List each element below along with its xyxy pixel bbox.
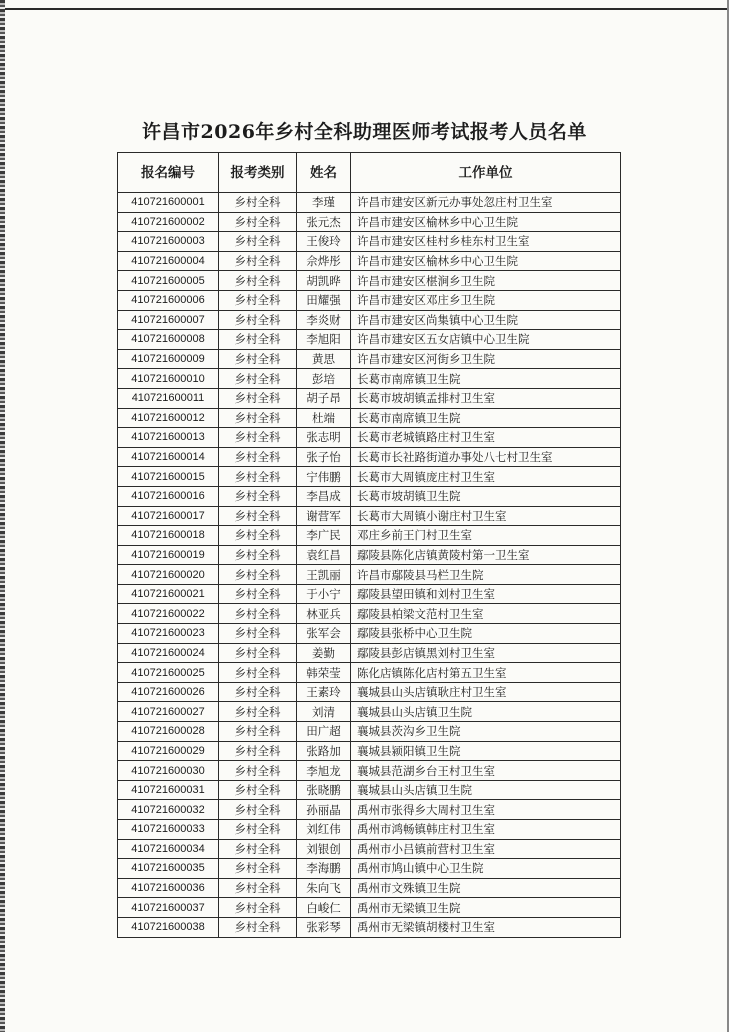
workplace-cell: 禹州市鸠山镇中心卫生院 <box>351 859 621 879</box>
category-cell: 乡村全科 <box>219 878 297 898</box>
workplace-cell: 许昌市建安区河街乡卫生院 <box>351 349 621 369</box>
table-row <box>118 271 621 291</box>
table-row <box>118 584 621 604</box>
reg-no-cell: 410721600011 <box>118 388 219 408</box>
category-cell: 乡村全科 <box>219 232 297 252</box>
table-row <box>118 722 621 742</box>
name-cell: 黄思 <box>297 349 351 369</box>
name-cell: 袁红昌 <box>297 545 351 565</box>
reg-no-cell: 410721600027 <box>118 702 219 722</box>
name-cell: 彭培 <box>297 369 351 389</box>
category-cell: 乡村全科 <box>219 408 297 428</box>
reg-no-cell: 410721600029 <box>118 741 219 761</box>
name-cell: 刘银创 <box>297 839 351 859</box>
workplace-cell: 许昌市建安区新元办事处忽庄村卫生室 <box>351 193 621 213</box>
name-cell: 于小宁 <box>297 584 351 604</box>
workplace-cell: 禹州市文殊镇卫生院 <box>351 878 621 898</box>
header-reg-no: 报名编号 <box>118 153 219 193</box>
table-row <box>118 310 621 330</box>
category-cell: 乡村全科 <box>219 643 297 663</box>
table-header-row <box>118 153 621 193</box>
category-cell: 乡村全科 <box>219 859 297 879</box>
table-row <box>118 565 621 585</box>
name-cell: 张晓鹏 <box>297 780 351 800</box>
name-cell: 白峻仁 <box>297 898 351 918</box>
reg-no-cell: 410721600024 <box>118 643 219 663</box>
name-cell: 张子怡 <box>297 447 351 467</box>
name-cell: 王素玲 <box>297 682 351 702</box>
reg-no-cell: 410721600035 <box>118 859 219 879</box>
reg-no-cell: 410721600018 <box>118 526 219 546</box>
workplace-cell: 鄢陵县彭店镇黑刘村卫生室 <box>351 643 621 663</box>
table-row <box>118 663 621 683</box>
reg-no-cell: 410721600006 <box>118 290 219 310</box>
reg-no-cell: 410721600019 <box>118 545 219 565</box>
name-cell: 胡凯晔 <box>297 271 351 291</box>
reg-no-cell: 410721600032 <box>118 800 219 820</box>
category-cell: 乡村全科 <box>219 820 297 840</box>
table-row <box>118 290 621 310</box>
table-row <box>118 486 621 506</box>
reg-no-cell: 410721600017 <box>118 506 219 526</box>
name-cell: 林亚兵 <box>297 604 351 624</box>
name-cell: 王俊玲 <box>297 232 351 252</box>
workplace-cell: 襄城县颍阳镇卫生院 <box>351 741 621 761</box>
name-cell: 田广超 <box>297 722 351 742</box>
reg-no-cell: 410721600007 <box>118 310 219 330</box>
table-row <box>118 212 621 232</box>
table-row <box>118 526 621 546</box>
reg-no-cell: 410721600008 <box>118 330 219 350</box>
workplace-cell: 襄城县山头店镇卫生院 <box>351 702 621 722</box>
table-row <box>118 682 621 702</box>
name-cell: 刘清 <box>297 702 351 722</box>
table-row <box>118 839 621 859</box>
table-row <box>118 349 621 369</box>
reg-no-cell: 410721600005 <box>118 271 219 291</box>
workplace-cell: 长葛市南席镇卫生院 <box>351 408 621 428</box>
header-category: 报考类别 <box>219 153 297 193</box>
scan-top-edge <box>0 8 729 10</box>
name-cell: 李旭龙 <box>297 761 351 781</box>
category-cell: 乡村全科 <box>219 898 297 918</box>
category-cell: 乡村全科 <box>219 506 297 526</box>
category-cell: 乡村全科 <box>219 780 297 800</box>
name-cell: 刘红伟 <box>297 820 351 840</box>
name-cell: 谢营军 <box>297 506 351 526</box>
category-cell: 乡村全科 <box>219 722 297 742</box>
workplace-cell: 鄢陵县柏梁文范村卫生室 <box>351 604 621 624</box>
table-row <box>118 741 621 761</box>
name-cell: 李旭阳 <box>297 330 351 350</box>
document-title: 许昌市2026年乡村全科助理医师考试报考人员名单 <box>142 121 587 143</box>
name-cell: 朱向飞 <box>297 878 351 898</box>
name-cell: 宁伟鹏 <box>297 467 351 487</box>
name-cell: 孙丽晶 <box>297 800 351 820</box>
table-row <box>118 820 621 840</box>
category-cell: 乡村全科 <box>219 388 297 408</box>
name-cell: 李海鹏 <box>297 859 351 879</box>
reg-no-cell: 410721600001 <box>118 193 219 213</box>
workplace-cell: 长葛市大周镇小谢庄村卫生室 <box>351 506 621 526</box>
header-workplace: 工作单位 <box>351 153 621 193</box>
name-cell: 张志明 <box>297 428 351 448</box>
workplace-cell: 鄢陵县陈化店镇黄陵村第一卫生室 <box>351 545 621 565</box>
workplace-cell: 许昌市建安区椹涧乡卫生院 <box>351 271 621 291</box>
reg-no-cell: 410721600023 <box>118 624 219 644</box>
workplace-cell: 许昌市建安区邓庄乡卫生院 <box>351 290 621 310</box>
category-cell: 乡村全科 <box>219 761 297 781</box>
category-cell: 乡村全科 <box>219 604 297 624</box>
reg-no-cell: 410721600034 <box>118 839 219 859</box>
workplace-cell: 长葛市长社路街道办事处八七村卫生室 <box>351 447 621 467</box>
reg-no-cell: 410721600033 <box>118 820 219 840</box>
workplace-cell: 鄢陵县张桥中心卫生院 <box>351 624 621 644</box>
name-cell: 姜勤 <box>297 643 351 663</box>
table-row <box>118 369 621 389</box>
workplace-cell: 禹州市张得乡大周村卫生室 <box>351 800 621 820</box>
table-row <box>118 408 621 428</box>
workplace-cell: 许昌市建安区榆林乡中心卫生院 <box>351 251 621 271</box>
applicant-table <box>117 152 621 938</box>
reg-no-cell: 410721600014 <box>118 447 219 467</box>
table-row <box>118 878 621 898</box>
table-row <box>118 545 621 565</box>
workplace-cell: 长葛市大周镇庞庄村卫生室 <box>351 467 621 487</box>
table-row <box>118 643 621 663</box>
workplace-cell: 禹州市鸿畅镇韩庄村卫生室 <box>351 820 621 840</box>
workplace-cell: 长葛市南席镇卫生院 <box>351 369 621 389</box>
workplace-cell: 许昌市建安区五女店镇中心卫生院 <box>351 330 621 350</box>
table-row <box>118 761 621 781</box>
reg-no-cell: 410721600030 <box>118 761 219 781</box>
table-row <box>118 506 621 526</box>
reg-no-cell: 410721600016 <box>118 486 219 506</box>
category-cell: 乡村全科 <box>219 663 297 683</box>
workplace-cell: 陈化店镇陈化店村第五卫生室 <box>351 663 621 683</box>
table-body <box>118 193 621 938</box>
workplace-cell: 许昌市建安区桂村乡桂东村卫生室 <box>351 232 621 252</box>
category-cell: 乡村全科 <box>219 526 297 546</box>
name-cell: 佘烨彤 <box>297 251 351 271</box>
reg-no-cell: 410721600028 <box>118 722 219 742</box>
category-cell: 乡村全科 <box>219 486 297 506</box>
scan-left-edge <box>0 0 5 1032</box>
category-cell: 乡村全科 <box>219 741 297 761</box>
workplace-cell: 襄城县范湖乡台王村卫生室 <box>351 761 621 781</box>
category-cell: 乡村全科 <box>219 290 297 310</box>
workplace-cell: 许昌市鄢陵县马栏卫生院 <box>351 565 621 585</box>
reg-no-cell: 410721600026 <box>118 682 219 702</box>
reg-no-cell: 410721600009 <box>118 349 219 369</box>
name-cell: 李昌成 <box>297 486 351 506</box>
table-row <box>118 604 621 624</box>
category-cell: 乡村全科 <box>219 271 297 291</box>
workplace-cell: 禹州市无梁镇卫生院 <box>351 898 621 918</box>
workplace-cell: 鄢陵县望田镇和刘村卫生室 <box>351 584 621 604</box>
name-cell: 田耀强 <box>297 290 351 310</box>
table-row <box>118 800 621 820</box>
workplace-cell: 许昌市建安区尚集镇中心卫生院 <box>351 310 621 330</box>
table-row <box>118 917 621 937</box>
table-row <box>118 467 621 487</box>
workplace-cell: 襄城县山头店镇卫生院 <box>351 780 621 800</box>
reg-no-cell: 410721600003 <box>118 232 219 252</box>
table-row <box>118 251 621 271</box>
workplace-cell: 长葛市老城镇路庄村卫生室 <box>351 428 621 448</box>
table-row <box>118 780 621 800</box>
category-cell: 乡村全科 <box>219 545 297 565</box>
reg-no-cell: 410721600038 <box>118 917 219 937</box>
table-row <box>118 859 621 879</box>
category-cell: 乡村全科 <box>219 251 297 271</box>
name-cell: 李广民 <box>297 526 351 546</box>
reg-no-cell: 410721600020 <box>118 565 219 585</box>
reg-no-cell: 410721600013 <box>118 428 219 448</box>
workplace-cell: 长葛市坡胡镇孟排村卫生室 <box>351 388 621 408</box>
reg-no-cell: 410721600012 <box>118 408 219 428</box>
workplace-cell: 邓庄乡前王门村卫生室 <box>351 526 621 546</box>
table-row <box>118 624 621 644</box>
table-row <box>118 193 621 213</box>
category-cell: 乡村全科 <box>219 624 297 644</box>
table-row <box>118 388 621 408</box>
reg-no-cell: 410721600002 <box>118 212 219 232</box>
name-cell: 杜端 <box>297 408 351 428</box>
name-cell: 李炎财 <box>297 310 351 330</box>
table-row <box>118 232 621 252</box>
category-cell: 乡村全科 <box>219 917 297 937</box>
workplace-cell: 襄城县茨沟乡卫生院 <box>351 722 621 742</box>
category-cell: 乡村全科 <box>219 447 297 467</box>
category-cell: 乡村全科 <box>219 428 297 448</box>
category-cell: 乡村全科 <box>219 193 297 213</box>
name-cell: 王凯丽 <box>297 565 351 585</box>
category-cell: 乡村全科 <box>219 682 297 702</box>
reg-no-cell: 410721600010 <box>118 369 219 389</box>
name-cell: 张军会 <box>297 624 351 644</box>
reg-no-cell: 410721600031 <box>118 780 219 800</box>
category-cell: 乡村全科 <box>219 584 297 604</box>
category-cell: 乡村全科 <box>219 330 297 350</box>
category-cell: 乡村全科 <box>219 839 297 859</box>
name-cell: 胡子昂 <box>297 388 351 408</box>
workplace-cell: 许昌市建安区榆林乡中心卫生院 <box>351 212 621 232</box>
category-cell: 乡村全科 <box>219 212 297 232</box>
header-name: 姓名 <box>297 153 351 193</box>
table-row <box>118 702 621 722</box>
category-cell: 乡村全科 <box>219 369 297 389</box>
workplace-cell: 长葛市坡胡镇卫生院 <box>351 486 621 506</box>
workplace-cell: 襄城县山头店镇耿庄村卫生室 <box>351 682 621 702</box>
category-cell: 乡村全科 <box>219 310 297 330</box>
name-cell: 韩荣莹 <box>297 663 351 683</box>
category-cell: 乡村全科 <box>219 467 297 487</box>
reg-no-cell: 410721600021 <box>118 584 219 604</box>
name-cell: 张元杰 <box>297 212 351 232</box>
category-cell: 乡村全科 <box>219 702 297 722</box>
name-cell: 李瑾 <box>297 193 351 213</box>
name-cell: 张路加 <box>297 741 351 761</box>
reg-no-cell: 410721600036 <box>118 878 219 898</box>
table-row <box>118 898 621 918</box>
table-row <box>118 330 621 350</box>
workplace-cell: 禹州市小吕镇前营村卫生室 <box>351 839 621 859</box>
reg-no-cell: 410721600037 <box>118 898 219 918</box>
workplace-cell: 禹州市无梁镇胡楼村卫生室 <box>351 917 621 937</box>
table-row <box>118 428 621 448</box>
category-cell: 乡村全科 <box>219 565 297 585</box>
table-row <box>118 447 621 467</box>
reg-no-cell: 410721600015 <box>118 467 219 487</box>
reg-no-cell: 410721600022 <box>118 604 219 624</box>
reg-no-cell: 410721600004 <box>118 251 219 271</box>
reg-no-cell: 410721600025 <box>118 663 219 683</box>
category-cell: 乡村全科 <box>219 349 297 369</box>
name-cell: 张彩琴 <box>297 917 351 937</box>
category-cell: 乡村全科 <box>219 800 297 820</box>
